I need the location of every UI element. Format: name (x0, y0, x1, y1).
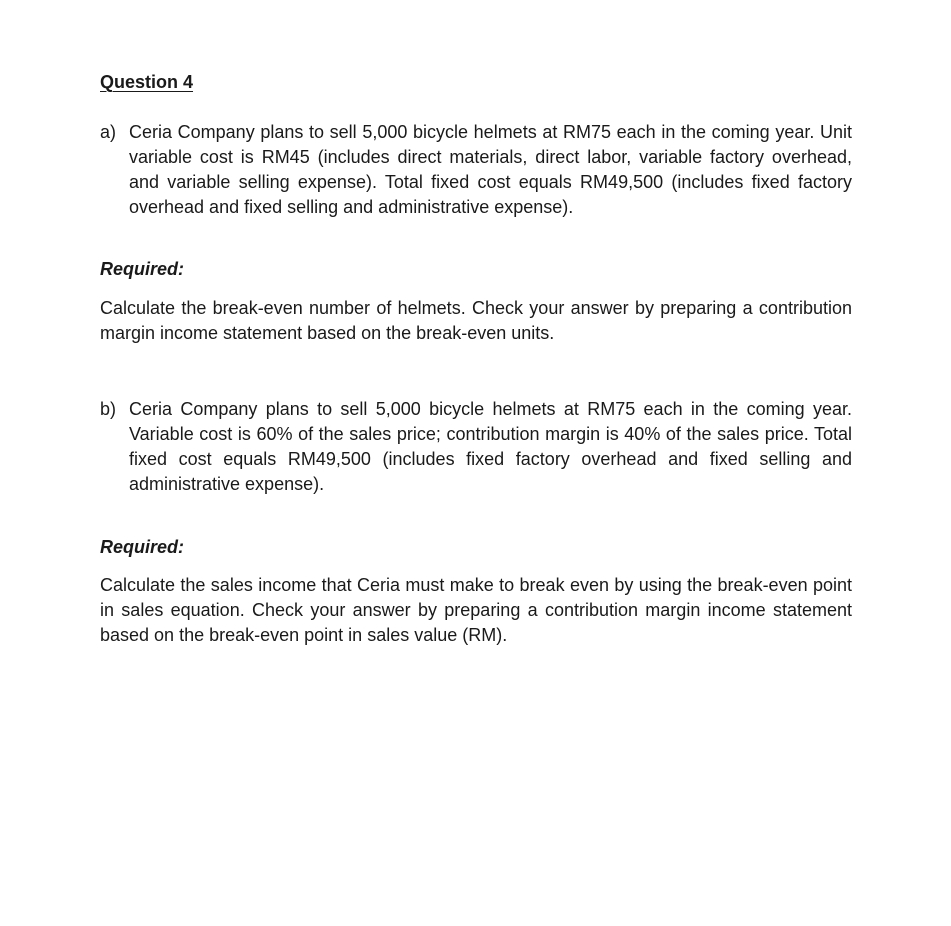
part-b-marker: b) (100, 399, 117, 419)
part-a-text: Ceria Company plans to sell 5,000 bicycle helmets at RM75 each in the coming year. Unit variable cost is RM45 (includes direct materials, direct labor, variable factory overhead, and variable selling expense). Total fixed cost equals RM49,500 (includes fixed factory overhead and fixed selling and administrative expense). (129, 122, 852, 217)
part-a-required-label: Required: (100, 259, 185, 279)
part-b-required-label: Required: (100, 537, 185, 557)
part-b-text: Ceria Company plans to sell 5,000 bicycle helmets at RM75 each in the coming year. Variable cost is 60% of the sales price; contribution margin is 40% of the sales price. Total fixed cost equals RM49,500 (includes fixed factory overhead and fixed selling and administrative expense). (129, 399, 852, 494)
part-b-item (100, 397, 852, 497)
question-title: Question 4 (100, 72, 194, 92)
part-a-item (100, 120, 852, 220)
part-a-required-text: Calculate the break-even number of helmets. Check your answer by preparing a contribution margin income statement based on the break-even units. (100, 298, 852, 343)
part-b-required-text: Calculate the sales income that Ceria must make to break even by using the break-even point in sales equation. Check your answer by preparing a contribution margin income statement based on the break-even point in sales value (RM). (100, 575, 852, 645)
part-a-marker: a) (100, 122, 117, 142)
